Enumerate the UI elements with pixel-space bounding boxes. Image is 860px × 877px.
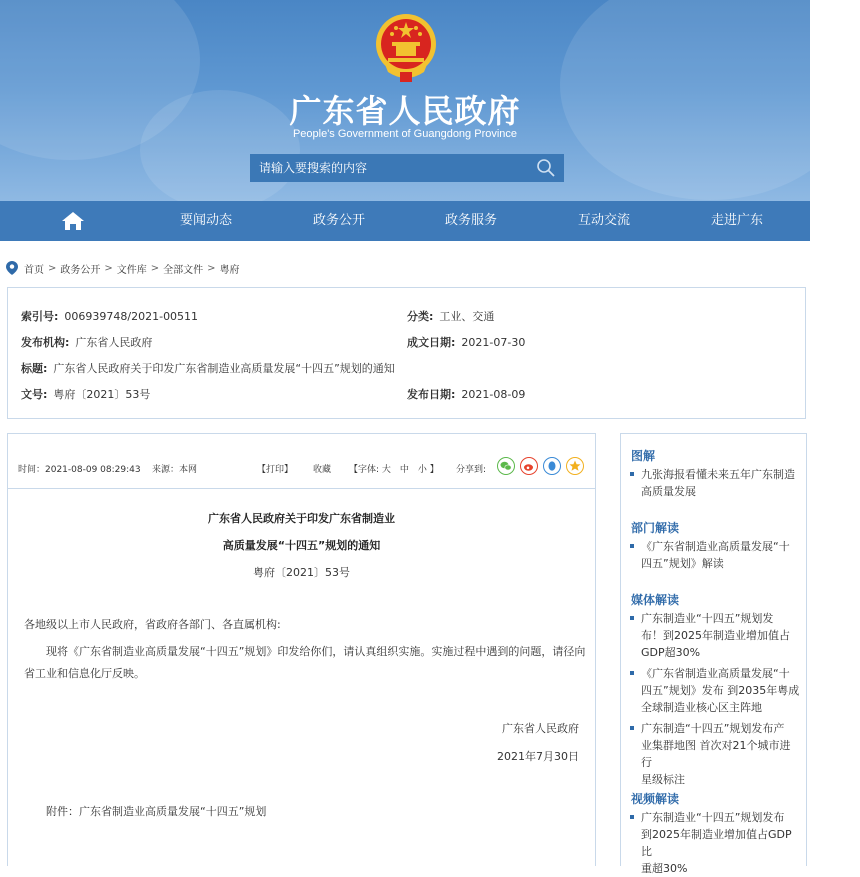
article-time: 时间：2021-08-09 08:29:43 — [18, 465, 141, 475]
sidebar-item-text: 九张海报看懂未来五年广东制造 — [641, 468, 795, 481]
sidebar-heading-graphic: 图解 — [631, 449, 656, 463]
qq-icon[interactable] — [543, 457, 561, 475]
search-input[interactable] — [250, 154, 530, 182]
info-index-value: 006939748/2021-00511 — [64, 310, 199, 323]
breadcrumb-separator: > — [48, 262, 57, 274]
font-size-selector[interactable]: 【字体: 大 中 小 】 — [349, 465, 439, 475]
sidebar-item-media-2[interactable] — [630, 665, 800, 716]
breadcrumb-home[interactable]: 首页 — [24, 264, 44, 276]
national-emblem-icon — [374, 12, 438, 84]
nav-item-interaction[interactable]: 互动交流 — [577, 213, 630, 228]
main-nav — [0, 201, 810, 241]
breadcrumb-separator: > — [104, 262, 113, 274]
header-banner — [0, 0, 810, 201]
sidebar-item-text: 《广东省制造业高质量发展“十 — [641, 667, 790, 680]
document-info-box — [7, 287, 806, 419]
article-body-line-2: 省工业和信息化厅反映。 — [24, 667, 145, 680]
info-index — [21, 308, 198, 324]
favorite-button[interactable]: 收藏 — [313, 465, 332, 475]
info-title-value: 广东省人民政府关于印发广东省制造业高质量发展“十四五”规划的通知 — [53, 362, 395, 375]
breadcrumb-current[interactable]: 粤府 — [219, 264, 240, 276]
article-panel — [7, 433, 596, 866]
sidebar-item-text: 《广东省制造业高质量发展“十 — [641, 540, 790, 553]
sidebar-item-text: 重超30% — [641, 862, 688, 875]
info-created-value: 2021-07-30 — [461, 336, 526, 349]
info-category — [407, 308, 494, 324]
info-title — [21, 360, 395, 376]
sidebar-heading-media: 媒体解读 — [631, 593, 680, 607]
sidebar-item-text: 高质量发展 — [641, 485, 696, 498]
nav-item-government-affairs[interactable]: 政务公开 — [312, 213, 365, 228]
home-icon[interactable] — [59, 211, 87, 231]
article-attachment-link[interactable]: 附件：广东省制造业高质量发展“十四五”规划 — [46, 805, 267, 818]
article-body-line-1: 现将《广东省制造业高质量发展“十四五”规划》印发给你们，请认真组织实施。实施过程中遇到的问题，请径向 — [46, 645, 586, 658]
site-title: 广东省人民政府 — [289, 92, 521, 130]
sidebar-item-video[interactable] — [630, 809, 800, 877]
print-button[interactable]: 【打印】 — [257, 465, 294, 475]
article-signature: 广东省人民政府 — [502, 722, 579, 735]
info-issuer-label: 发布机构: — [21, 336, 70, 349]
info-index-label: 索引号: — [21, 310, 59, 323]
breadcrumb-all-files[interactable]: 全部文件 — [163, 264, 204, 276]
article-title-line-1: 广东省人民政府关于印发广东省制造业 — [208, 512, 395, 525]
sidebar-item-text: 星级标注 — [641, 773, 685, 786]
sidebar-item-department[interactable] — [630, 538, 800, 572]
sidebar-item-text: GDP超30% — [641, 646, 701, 659]
sidebar-item-graphic[interactable] — [630, 466, 800, 500]
sidebar-item-media-1[interactable] — [630, 610, 800, 661]
nav-item-services[interactable]: 政务服务 — [444, 213, 497, 228]
article-date: 2021年7月30日 — [497, 750, 579, 763]
search-box — [250, 154, 564, 182]
sidebar-item-text: 四五”规划》解读 — [641, 557, 724, 570]
nav-item-about-guangdong[interactable]: 走进广东 — [710, 213, 763, 228]
info-issuer — [21, 334, 152, 350]
sidebar-item-text: 四五”规划》发布 到2035年粤成 — [641, 684, 800, 697]
info-docno-value: 粤府〔2021〕53号 — [53, 388, 151, 401]
info-issuer-value: 广东省人民政府 — [75, 336, 153, 349]
weibo-icon[interactable] — [520, 457, 538, 475]
sidebar-item-text: 广东制造业“十四五”规划发 — [641, 612, 774, 625]
sidebar-item-text: 广东制造业“十四五”规划发布 — [641, 811, 785, 824]
share-label: 分享到: — [456, 465, 487, 475]
breadcrumb — [6, 258, 240, 278]
nav-item-news[interactable]: 要闻动态 — [179, 213, 232, 228]
sidebar-item-text: 广东制造“十四五”规划发布产 — [641, 722, 785, 735]
article-meta-bar — [8, 434, 595, 489]
site-subtitle: People's Government of Guangdong Province — [292, 128, 518, 140]
info-category-label: 分类: — [407, 310, 434, 323]
wechat-icon[interactable] — [497, 457, 515, 475]
location-pin-icon — [6, 261, 18, 275]
article-title-line-2: 高质量发展“十四五”规划的通知 — [222, 539, 381, 552]
breadcrumb-government-affairs[interactable]: 政务公开 — [60, 264, 101, 276]
breadcrumb-separator: > — [207, 262, 216, 274]
sidebar-heading-video: 视频解读 — [631, 792, 680, 806]
info-docno — [21, 386, 150, 402]
breadcrumb-file-library[interactable]: 文件库 — [116, 264, 147, 276]
info-published-value: 2021-08-09 — [461, 388, 526, 401]
sidebar-item-text: 业集群地图 首次对21个城市进行 — [641, 739, 791, 769]
info-title-label: 标题: — [21, 362, 48, 375]
sidebar-item-text: 全球制造业核心区主阵地 — [641, 701, 762, 714]
article-doc-number: 粤府〔2021〕53号 — [253, 566, 350, 579]
info-published-label: 发布日期: — [407, 388, 456, 401]
info-created-label: 成文日期: — [407, 336, 456, 349]
article-salutation: 各地级以上市人民政府，省政府各部门、各直属机构: — [24, 618, 281, 631]
info-published — [407, 386, 525, 402]
interpretation-sidebar — [620, 433, 807, 875]
info-created — [407, 334, 525, 350]
article-source: 来源：本网 — [152, 465, 198, 475]
sidebar-item-media-3[interactable] — [630, 720, 800, 788]
info-docno-label: 文号: — [21, 388, 48, 401]
info-category-value[interactable]: 工业、交通 — [439, 310, 495, 323]
sidebar-item-text: 布！到2025年制造业增加值占 — [641, 629, 790, 642]
search-icon[interactable] — [536, 158, 556, 178]
sidebar-heading-department: 部门解读 — [631, 521, 680, 535]
qzone-star-icon[interactable] — [566, 457, 584, 475]
sidebar-item-text: 到2025年制造业增加值占GDP比 — [641, 828, 792, 858]
breadcrumb-separator: > — [150, 262, 160, 274]
